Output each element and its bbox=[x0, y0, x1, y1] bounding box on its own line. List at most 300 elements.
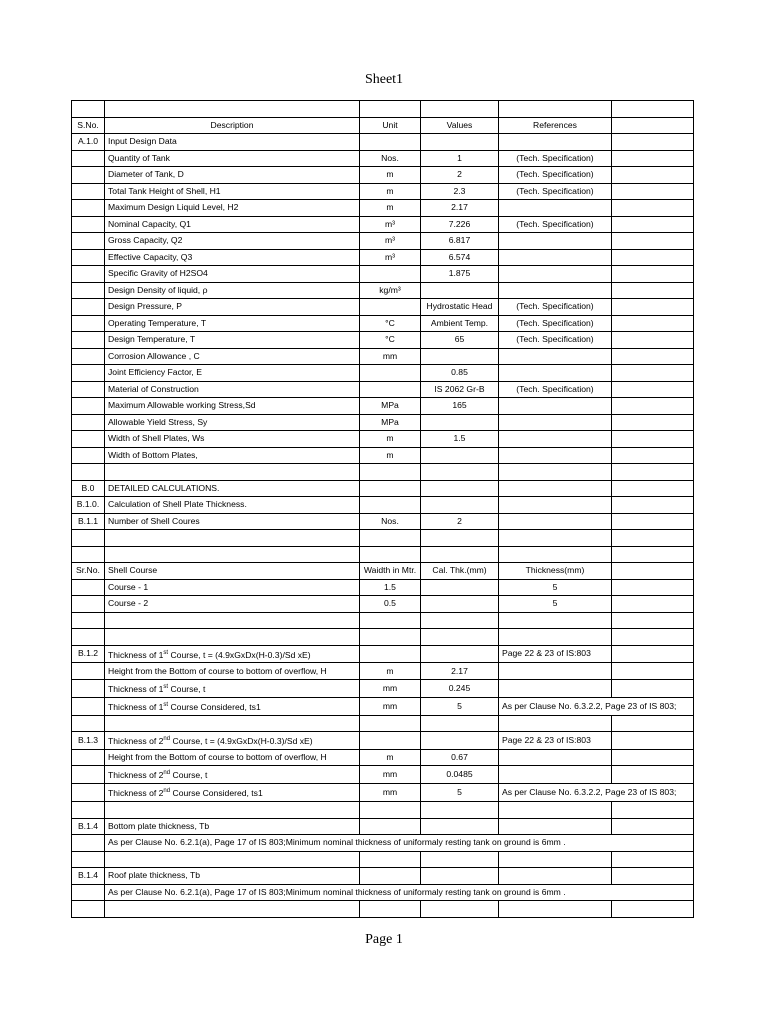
extra-cell bbox=[612, 183, 694, 200]
text-part: Thickness of 2 bbox=[108, 770, 164, 781]
text-part: Thickness of 2 bbox=[108, 788, 164, 799]
value-cell: 65 bbox=[421, 332, 499, 349]
value-cell bbox=[421, 546, 499, 563]
extra-cell bbox=[612, 233, 694, 250]
section-row bbox=[72, 134, 694, 151]
sno-cell bbox=[72, 200, 105, 217]
description-cell: Roof plate thickness, Tb bbox=[105, 868, 360, 885]
sno-cell bbox=[72, 679, 105, 697]
description-cell: Height from the Bottom of course to bottom of overflow, H bbox=[105, 663, 360, 680]
section-row bbox=[72, 868, 694, 885]
sno-cell bbox=[72, 884, 105, 901]
unit-cell bbox=[360, 802, 421, 819]
extra-cell bbox=[612, 365, 694, 382]
reference-cell: (Tech. Specification) bbox=[499, 315, 612, 332]
value-cell bbox=[421, 414, 499, 431]
description-cell: Operating Temperature, T bbox=[105, 315, 360, 332]
unit-cell bbox=[360, 851, 421, 868]
superscript: nd bbox=[163, 736, 171, 743]
value-cell: 0.67 bbox=[421, 749, 499, 766]
unit-cell bbox=[360, 530, 421, 547]
input-row bbox=[72, 315, 694, 332]
extra-cell bbox=[612, 645, 694, 663]
description-cell: Corrosion Allowance , C bbox=[105, 348, 360, 365]
extra-cell bbox=[612, 398, 694, 415]
formula-cell bbox=[105, 732, 360, 750]
description-cell: Material of Construction bbox=[105, 381, 360, 398]
input-row bbox=[72, 398, 694, 415]
sno-cell bbox=[72, 802, 105, 819]
header-row bbox=[72, 117, 694, 134]
formula-row bbox=[72, 732, 694, 750]
extra-cell bbox=[612, 497, 694, 514]
extra-cell bbox=[612, 134, 694, 151]
unit-cell: m³ bbox=[360, 249, 421, 266]
value-cell: 0.245 bbox=[421, 679, 499, 697]
text-part: Course, t = (4.9xGxDx(H-0.3)/Sd xE) bbox=[170, 735, 313, 746]
input-row bbox=[72, 150, 694, 167]
sno-cell bbox=[72, 715, 105, 732]
text-part: Thickness of 1 bbox=[108, 649, 164, 660]
sno-cell bbox=[72, 663, 105, 680]
value-cell: 1 bbox=[421, 150, 499, 167]
input-row bbox=[72, 414, 694, 431]
text-part: Course, t bbox=[168, 683, 206, 694]
extra-cell bbox=[612, 200, 694, 217]
value-cell: 1.5 bbox=[421, 431, 499, 448]
value-cell bbox=[421, 134, 499, 151]
width-header: Waidth in Mtr. bbox=[360, 563, 421, 580]
description-cell bbox=[105, 530, 360, 547]
description-cell: Design Pressure, P bbox=[105, 299, 360, 316]
value-cell: 2.3 bbox=[421, 183, 499, 200]
reference-cell: (Tech. Specification) bbox=[499, 150, 612, 167]
blank-row bbox=[72, 464, 694, 481]
unit-cell: mm bbox=[360, 697, 421, 715]
unit-cell: mm bbox=[360, 348, 421, 365]
input-row bbox=[72, 431, 694, 448]
sno-cell bbox=[72, 332, 105, 349]
sno-cell bbox=[72, 365, 105, 382]
unit-cell bbox=[360, 101, 421, 118]
extra-cell bbox=[612, 216, 694, 233]
extra-cell bbox=[612, 732, 694, 750]
reference-cell bbox=[499, 200, 612, 217]
sno-cell: A.1.0 bbox=[72, 134, 105, 151]
description-cell: Diameter of Tank, D bbox=[105, 167, 360, 184]
sno-cell: B.1.3 bbox=[72, 732, 105, 750]
extra-cell bbox=[612, 715, 694, 732]
extra-cell bbox=[612, 901, 694, 918]
description-cell bbox=[105, 546, 360, 563]
reference-cell bbox=[499, 530, 612, 547]
description-header: Description bbox=[105, 117, 360, 134]
extra-cell bbox=[612, 868, 694, 885]
data-row bbox=[72, 766, 694, 784]
extra-cell bbox=[612, 101, 694, 118]
unit-cell bbox=[360, 645, 421, 663]
section-row bbox=[72, 480, 694, 497]
blank-row bbox=[72, 715, 694, 732]
data-row bbox=[72, 784, 694, 802]
description-cell bbox=[105, 101, 360, 118]
description-cell: Joint Efficiency Factor, E bbox=[105, 365, 360, 382]
value-cell bbox=[421, 851, 499, 868]
sno-cell bbox=[72, 784, 105, 802]
input-row bbox=[72, 233, 694, 250]
unit-cell: m bbox=[360, 431, 421, 448]
unit-cell bbox=[360, 818, 421, 835]
unit-cell bbox=[360, 497, 421, 514]
value-cell: 7.226 bbox=[421, 216, 499, 233]
sno-cell bbox=[72, 749, 105, 766]
reference-cell bbox=[499, 365, 612, 382]
unit-cell bbox=[360, 381, 421, 398]
value-cell: 6.817 bbox=[421, 233, 499, 250]
section-label: Calculation of Shell Plate Thickness. bbox=[105, 497, 360, 514]
unit-cell: m bbox=[360, 167, 421, 184]
note-cell: As per Clause No. 6.2.1(a), Page 17 of IS 803;Minimum nominal thickness of uniformaly resting tank on ground is 6mm . bbox=[105, 884, 694, 901]
value-cell: 0.0485 bbox=[421, 766, 499, 784]
sno-header: Sr.No. bbox=[72, 563, 105, 580]
reference-cell bbox=[499, 802, 612, 819]
unit-header: Unit bbox=[360, 117, 421, 134]
blank-row bbox=[72, 901, 694, 918]
value-cell bbox=[421, 530, 499, 547]
sno-cell bbox=[72, 167, 105, 184]
value-cell bbox=[421, 464, 499, 481]
unit-cell bbox=[360, 868, 421, 885]
input-row bbox=[72, 266, 694, 283]
unit-cell bbox=[360, 299, 421, 316]
extra-cell bbox=[612, 315, 694, 332]
blank-row bbox=[72, 101, 694, 118]
description-cell: Specific Gravity of H2SO4 bbox=[105, 266, 360, 283]
calculation-grid bbox=[71, 100, 694, 918]
sno-cell bbox=[72, 150, 105, 167]
unit-cell: Nos. bbox=[360, 513, 421, 530]
text-part: Course Considered, ts1 bbox=[170, 788, 263, 799]
course-cell: Course - 1 bbox=[105, 579, 360, 596]
sno-cell bbox=[72, 398, 105, 415]
description-cell: Effective Capacity, Q3 bbox=[105, 249, 360, 266]
value-cell: 2.17 bbox=[421, 663, 499, 680]
course-cell: Course - 2 bbox=[105, 596, 360, 613]
reference-cell: As per Clause No. 6.3.2.2, Page 23 of IS 803; bbox=[499, 784, 694, 802]
sno-cell bbox=[72, 183, 105, 200]
reference-cell: (Tech. Specification) bbox=[499, 167, 612, 184]
description-cell bbox=[105, 851, 360, 868]
description-cell bbox=[105, 784, 360, 802]
description-cell bbox=[105, 629, 360, 646]
value-cell bbox=[421, 868, 499, 885]
value-cell: 165 bbox=[421, 398, 499, 415]
input-row bbox=[72, 332, 694, 349]
value-cell bbox=[421, 101, 499, 118]
extra-cell bbox=[612, 348, 694, 365]
input-row bbox=[72, 216, 694, 233]
extra-cell bbox=[612, 766, 694, 784]
superscript: st bbox=[163, 701, 169, 708]
reference-cell bbox=[499, 497, 612, 514]
unit-cell bbox=[360, 732, 421, 750]
extra-cell bbox=[612, 447, 694, 464]
value-cell bbox=[421, 447, 499, 464]
sno-cell: B.1.2 bbox=[72, 645, 105, 663]
thickness-header: Thickness(mm) bbox=[499, 563, 612, 580]
text-part: Thickness of 1 bbox=[108, 683, 164, 694]
unit-cell bbox=[360, 480, 421, 497]
note-cell: As per Clause No. 6.2.1(a), Page 17 of IS 803;Minimum nominal thickness of uniformaly resting tank on ground is 6mm . bbox=[105, 835, 694, 852]
unit-cell bbox=[360, 365, 421, 382]
value-cell bbox=[421, 282, 499, 299]
unit-cell bbox=[360, 629, 421, 646]
value-cell bbox=[421, 629, 499, 646]
unit-cell: °C bbox=[360, 315, 421, 332]
description-cell bbox=[105, 612, 360, 629]
sno-cell bbox=[72, 629, 105, 646]
description-cell bbox=[105, 766, 360, 784]
reference-cell bbox=[499, 851, 612, 868]
extra-cell bbox=[612, 663, 694, 680]
input-row bbox=[72, 200, 694, 217]
reference-cell bbox=[499, 134, 612, 151]
input-row bbox=[72, 365, 694, 382]
value-cell bbox=[421, 645, 499, 663]
input-row bbox=[72, 282, 694, 299]
description-cell bbox=[105, 679, 360, 697]
text-part: Course, t bbox=[170, 770, 208, 781]
sno-cell bbox=[72, 315, 105, 332]
data-row bbox=[72, 663, 694, 680]
reference-cell bbox=[499, 612, 612, 629]
unit-cell: °C bbox=[360, 332, 421, 349]
page-footer: Page 1 bbox=[365, 932, 403, 947]
extra-cell bbox=[612, 546, 694, 563]
sno-cell bbox=[72, 766, 105, 784]
reference-cell bbox=[499, 348, 612, 365]
sno-header: S.No. bbox=[72, 117, 105, 134]
value-cell bbox=[421, 480, 499, 497]
sno-cell bbox=[72, 901, 105, 918]
input-row bbox=[72, 183, 694, 200]
unit-cell: kg/m³ bbox=[360, 282, 421, 299]
reference-cell bbox=[499, 414, 612, 431]
value-cell bbox=[421, 348, 499, 365]
unit-cell: Nos. bbox=[360, 150, 421, 167]
data-row bbox=[72, 513, 694, 530]
unit-cell: m bbox=[360, 663, 421, 680]
cal-cell bbox=[421, 579, 499, 596]
value-cell bbox=[421, 802, 499, 819]
description-cell: Gross Capacity, Q2 bbox=[105, 233, 360, 250]
input-row bbox=[72, 249, 694, 266]
description-cell: Design Temperature, T bbox=[105, 332, 360, 349]
description-cell: Allowable Yield Stress, Sy bbox=[105, 414, 360, 431]
sno-cell bbox=[72, 414, 105, 431]
course-header: Shell Course bbox=[105, 563, 360, 580]
superscript: st bbox=[163, 649, 169, 656]
formula-row bbox=[72, 645, 694, 663]
description-cell bbox=[105, 715, 360, 732]
sno-cell: B.1.0. bbox=[72, 497, 105, 514]
extra-cell bbox=[612, 282, 694, 299]
value-cell bbox=[421, 901, 499, 918]
superscript: nd bbox=[163, 770, 171, 777]
reference-cell: (Tech. Specification) bbox=[499, 299, 612, 316]
note-row bbox=[72, 835, 694, 852]
superscript: st bbox=[163, 683, 169, 690]
extra-cell bbox=[612, 749, 694, 766]
data-row bbox=[72, 679, 694, 697]
unit-cell bbox=[360, 901, 421, 918]
reference-cell bbox=[499, 818, 612, 835]
unit-cell: m³ bbox=[360, 216, 421, 233]
unit-cell: mm bbox=[360, 784, 421, 802]
value-cell bbox=[421, 612, 499, 629]
sno-cell: B.0 bbox=[72, 480, 105, 497]
input-row bbox=[72, 299, 694, 316]
sno-cell bbox=[72, 530, 105, 547]
sno-cell bbox=[72, 101, 105, 118]
input-row bbox=[72, 348, 694, 365]
reference-cell bbox=[499, 266, 612, 283]
extra-cell bbox=[612, 679, 694, 697]
reference-cell bbox=[499, 447, 612, 464]
extra-cell bbox=[612, 530, 694, 547]
blank-row bbox=[72, 802, 694, 819]
unit-cell bbox=[360, 715, 421, 732]
reference-cell bbox=[499, 629, 612, 646]
unit-cell: mm bbox=[360, 679, 421, 697]
reference-cell bbox=[499, 431, 612, 448]
text-part: Thickness of 1 bbox=[108, 701, 164, 712]
reference-cell bbox=[499, 663, 612, 680]
unit-cell bbox=[360, 612, 421, 629]
superscript: nd bbox=[163, 788, 171, 795]
formula-cell bbox=[105, 645, 360, 663]
unit-cell: mm bbox=[360, 766, 421, 784]
value-cell: Ambient Temp. bbox=[421, 315, 499, 332]
sno-cell bbox=[72, 596, 105, 613]
extra-cell bbox=[612, 513, 694, 530]
reference-cell bbox=[499, 464, 612, 481]
reference-cell: (Tech. Specification) bbox=[499, 332, 612, 349]
extra-cell bbox=[612, 299, 694, 316]
extra-cell bbox=[612, 117, 694, 134]
unit-cell bbox=[360, 134, 421, 151]
extra-cell bbox=[612, 414, 694, 431]
value-cell bbox=[421, 497, 499, 514]
note-row bbox=[72, 884, 694, 901]
thickness-cell: 5 bbox=[499, 579, 612, 596]
sno-cell bbox=[72, 216, 105, 233]
description-cell bbox=[105, 802, 360, 819]
sno-cell bbox=[72, 612, 105, 629]
course-row bbox=[72, 579, 694, 596]
reference-cell: (Tech. Specification) bbox=[499, 381, 612, 398]
sno-cell bbox=[72, 431, 105, 448]
extra-cell bbox=[612, 818, 694, 835]
extra-cell bbox=[612, 464, 694, 481]
description-cell: Width of Bottom Plates, bbox=[105, 447, 360, 464]
value-cell: IS 2062 Gr-B bbox=[421, 381, 499, 398]
value-cell: 1.875 bbox=[421, 266, 499, 283]
description-cell: Height from the Bottom of course to bottom of overflow, H bbox=[105, 749, 360, 766]
extra-cell bbox=[612, 802, 694, 819]
course-row bbox=[72, 596, 694, 613]
section-row bbox=[72, 818, 694, 835]
reference-cell bbox=[499, 766, 612, 784]
input-row bbox=[72, 447, 694, 464]
reference-cell bbox=[499, 249, 612, 266]
sno-cell bbox=[72, 381, 105, 398]
description-cell: Number of Shell Coures bbox=[105, 513, 360, 530]
sno-cell bbox=[72, 299, 105, 316]
sno-cell bbox=[72, 464, 105, 481]
reference-cell bbox=[499, 101, 612, 118]
unit-cell: m bbox=[360, 183, 421, 200]
sno-cell bbox=[72, 249, 105, 266]
sno-cell bbox=[72, 348, 105, 365]
description-cell: Bottom plate thickness, Tb bbox=[105, 818, 360, 835]
description-cell: Nominal Capacity, Q1 bbox=[105, 216, 360, 233]
extra-cell bbox=[612, 612, 694, 629]
value-cell: 5 bbox=[421, 784, 499, 802]
unit-cell bbox=[360, 546, 421, 563]
reference-cell: (Tech. Specification) bbox=[499, 216, 612, 233]
reference-cell bbox=[499, 749, 612, 766]
extra-cell bbox=[612, 431, 694, 448]
value-cell: 2 bbox=[421, 513, 499, 530]
value-cell: Hydrostatic Head bbox=[421, 299, 499, 316]
description-cell: Quantity of Tank bbox=[105, 150, 360, 167]
description-cell: Design Density of liquid, ρ bbox=[105, 282, 360, 299]
value-cell: 2 bbox=[421, 167, 499, 184]
reference-cell bbox=[499, 233, 612, 250]
reference-cell bbox=[499, 282, 612, 299]
reference-cell bbox=[499, 513, 612, 530]
extra-cell bbox=[612, 851, 694, 868]
references-header: References bbox=[499, 117, 612, 134]
unit-cell: m bbox=[360, 749, 421, 766]
blank-row bbox=[72, 530, 694, 547]
sno-cell bbox=[72, 546, 105, 563]
sno-cell bbox=[72, 851, 105, 868]
sno-cell: B.1.1 bbox=[72, 513, 105, 530]
extra-cell bbox=[612, 596, 694, 613]
sheet-title: Sheet1 bbox=[364, 72, 404, 87]
cal-cell bbox=[421, 596, 499, 613]
reference-cell bbox=[499, 901, 612, 918]
course-header-row bbox=[72, 563, 694, 580]
unit-cell: m³ bbox=[360, 233, 421, 250]
sno-cell bbox=[72, 447, 105, 464]
value-cell: 6.574 bbox=[421, 249, 499, 266]
sno-cell bbox=[72, 697, 105, 715]
sno-cell bbox=[72, 266, 105, 283]
extra-cell bbox=[612, 629, 694, 646]
reference-cell bbox=[499, 480, 612, 497]
unit-cell: MPa bbox=[360, 398, 421, 415]
value-cell: 0.85 bbox=[421, 365, 499, 382]
input-row bbox=[72, 381, 694, 398]
reference-cell: Page 22 & 23 of IS:803 bbox=[499, 732, 612, 750]
reference-cell bbox=[499, 868, 612, 885]
sno-cell: B.1.4 bbox=[72, 818, 105, 835]
value-cell bbox=[421, 818, 499, 835]
width-cell: 0.5 bbox=[360, 596, 421, 613]
